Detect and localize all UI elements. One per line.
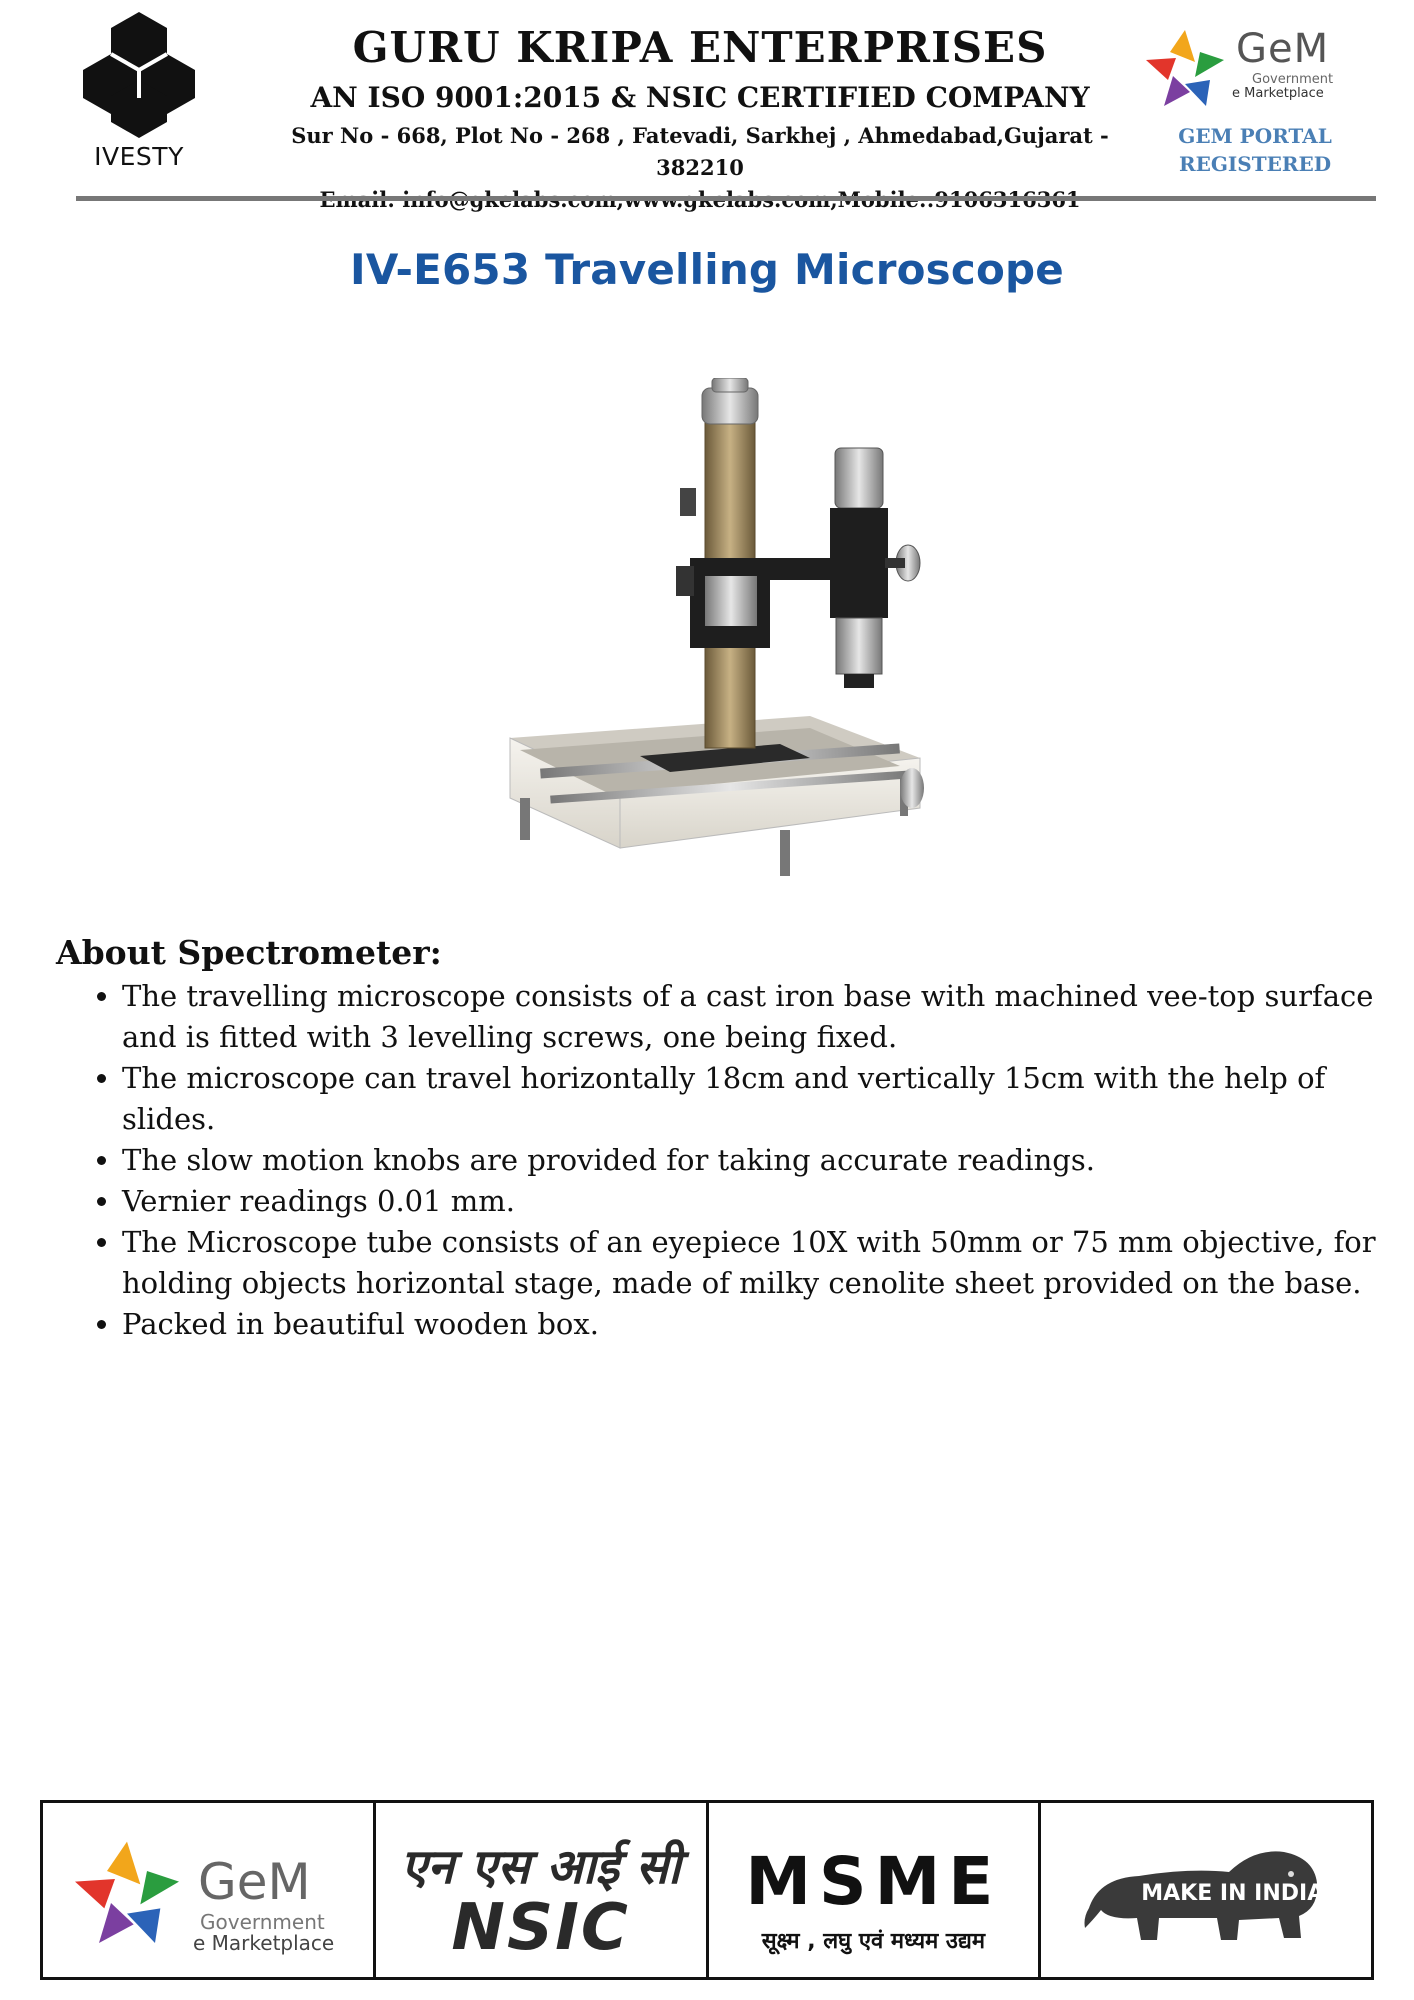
feature-item: • Packed in beautiful wooden box.: [122, 1304, 1376, 1345]
gem-portal-badge: [1140, 22, 1370, 182]
feature-item: • The microscope can travel horizontally 18cm and vertically 15cm with the help of slides.: [122, 1058, 1376, 1140]
feature-item: • The slow motion knobs are provided for taking accurate readings.: [122, 1140, 1376, 1181]
feature-item: • The travelling microscope consists of a cast iron base with machined vee-top surface and is fitted with 3 levelling screws, one being fixed.: [122, 976, 1376, 1058]
ivesty-cube-icon: [79, 10, 199, 140]
page-header: [0, 0, 1414, 205]
nsic-hindi-text: एन एस आई सी: [400, 1839, 681, 1895]
gem-logo-line2: e Marketplace: [1232, 86, 1324, 101]
footer-nsic-logo: [376, 1803, 709, 1977]
travelling-microscope-image: [480, 378, 940, 918]
feature-list: [56, 976, 1376, 1345]
product-title: IV-E653 Travelling Microscope: [350, 245, 1064, 294]
msme-word: MSME: [745, 1843, 1002, 1920]
footer-logo-strip: [40, 1800, 1374, 1980]
nsic-english-text: NSIC: [451, 1891, 630, 1965]
ivesty-logo-text: IVESTY: [94, 142, 184, 171]
company-address: Sur No - 668, Plot No - 268 , Fatevadi, Sarkhej , Ahmedabad,Gujarat - 382210: [291, 123, 1109, 180]
ivesty-logo: [74, 10, 204, 180]
header-divider: [76, 196, 1376, 201]
about-section: [56, 932, 1376, 1345]
msme-hindi-text: सूक्ष्म , लघु एवं मध्यम उद्यम: [761, 1929, 985, 1954]
feature-item: • Vernier readings 0.01 mm.: [122, 1181, 1376, 1222]
footer-gem-line1: Government: [200, 1910, 325, 1934]
gem-portal-line2: REGISTERED: [1178, 152, 1332, 176]
gem-star-icon: [67, 1831, 187, 1951]
make-in-india-text: MAKE IN INDIA: [1141, 1881, 1325, 1906]
footer-msme-logo: [709, 1803, 1042, 1977]
gem-portal-text: [1140, 122, 1370, 178]
footer-gem-word: GeM: [198, 1853, 311, 1911]
gem-logo-word: GeM: [1236, 26, 1330, 72]
gem-portal-line1: GEM PORTAL: [1178, 124, 1332, 148]
certification-line: AN ISO 9001:2015 & NSIC CERTIFIED COMPANY: [310, 81, 1090, 114]
footer-gem-line2: e Marketplace: [193, 1931, 335, 1955]
footer-make-in-india-logo: [1041, 1803, 1371, 1977]
gem-star-icon: [1140, 22, 1230, 112]
company-name: GURU KRIPA ENTERPRISES: [352, 23, 1048, 72]
feature-item: • The Microscope tube consists of an eyepiece 10X with 50mm or 75 mm objective, for holding objects horizontal stage, made of milky cenolite sheet provided on the base.: [122, 1222, 1376, 1304]
about-heading: About Spectrometer:: [56, 933, 442, 972]
footer-gem-logo: [43, 1803, 376, 1977]
gem-logo-line1: Government: [1252, 72, 1334, 87]
company-info: [250, 22, 1150, 216]
